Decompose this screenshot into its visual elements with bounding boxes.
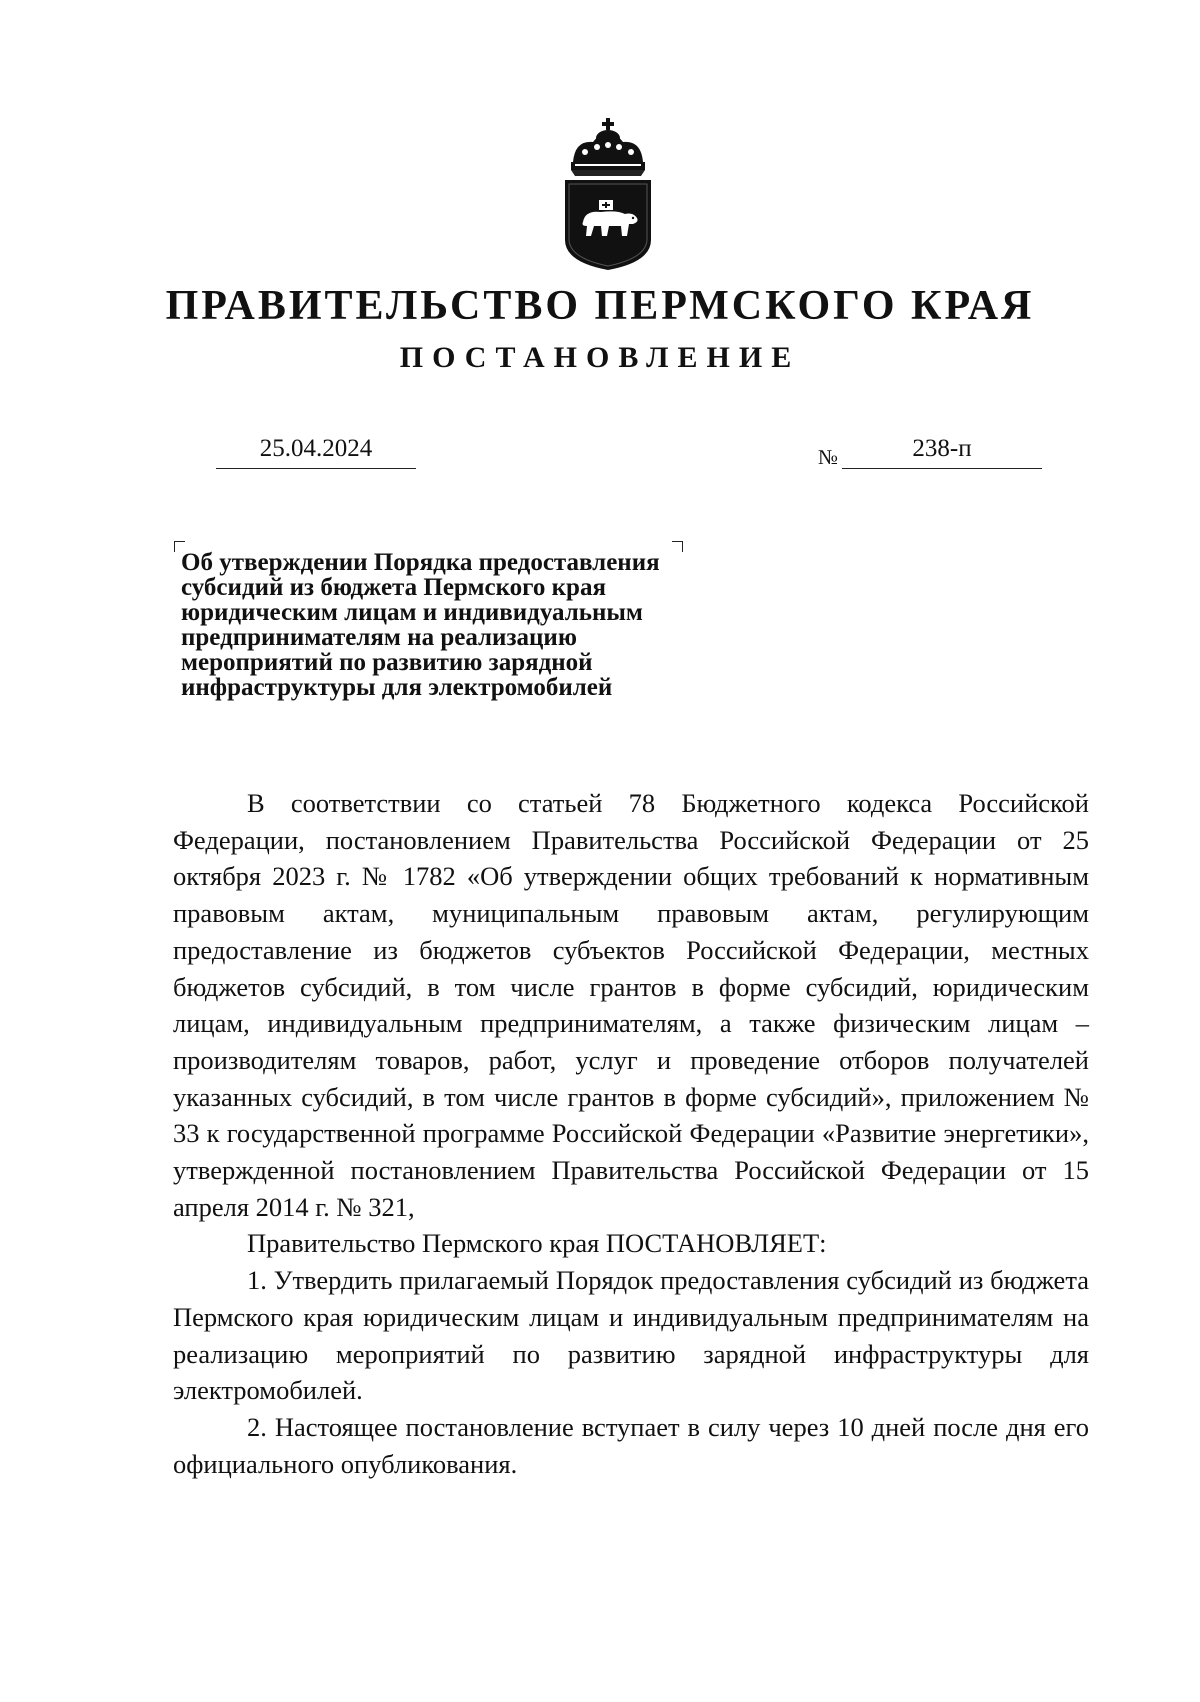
perm-krai-coat-of-arms-icon (561, 118, 655, 270)
government-title: ПРАВИТЕЛЬСТВО ПЕРМСКОГО КРАЯ (165, 283, 1035, 329)
document-body (173, 785, 1089, 1482)
subject-line: юридическим лицам и индивидуальным (181, 599, 643, 626)
subject-line: субсидий из бюджета Пермского края (181, 574, 606, 601)
document-subject (181, 550, 741, 700)
item-2-paragraph: 2. Настоящее постановление вступает в силу через 10 дней после дня его официального опубликования. (173, 1411, 1089, 1479)
subject-line: инфраструктуры для электромобилей (181, 674, 613, 701)
resolves-paragraph: Правительство Пермского края ПОСТАНОВЛЯЕТ: (247, 1228, 827, 1259)
document-date: 25.04.2024 (216, 432, 416, 469)
document-number: 238-п (842, 432, 1042, 469)
subject-line: мероприятий по развитию зарядной (181, 649, 593, 676)
item-1-paragraph: 1. Утвердить прилагаемый Порядок предоставления субсидий из бюджета Пермского края юридическим лицам и индивидуальным предпринимателям на реализацию мероприятий по развитию зарядной инфраструктуры для электромобилей. (173, 1265, 1089, 1406)
preamble-paragraph: В соответствии со статьей 78 Бюджетного кодекса Российской Федерации, постановлением Правительства Российской Федерации от 25 октября 2023 г. № 1782 «Об утверждении общих требований к нормативным правовым актам, муниципальным правовым актам, регулирующим предоставление из бюджетов субъектов Российской Федерации, местных бюджетов субсидий, в том числе грантов в форме субсидий, юридическим лицам, индивидуальным предпринимателям, а также физическим лицам – производителям товаров, работ, услуг и проведение отборов получателей указанных субсидий, в том числе грантов в форме субсидий», приложением № 33 к государственной программе Российской Федерации «Развитие энергетики», утвержденной постановлением Правительства Российской Федерации от 15 апреля 2014 г. № 321, (173, 788, 1089, 1222)
subject-line: предпринимателям на реализацию (181, 624, 577, 651)
document-type-heading: ПОСТАНОВЛЕНИЕ (399, 341, 801, 374)
subject-line: Об утверждении Порядка предоставления (181, 549, 660, 576)
number-sign: № (818, 445, 839, 469)
